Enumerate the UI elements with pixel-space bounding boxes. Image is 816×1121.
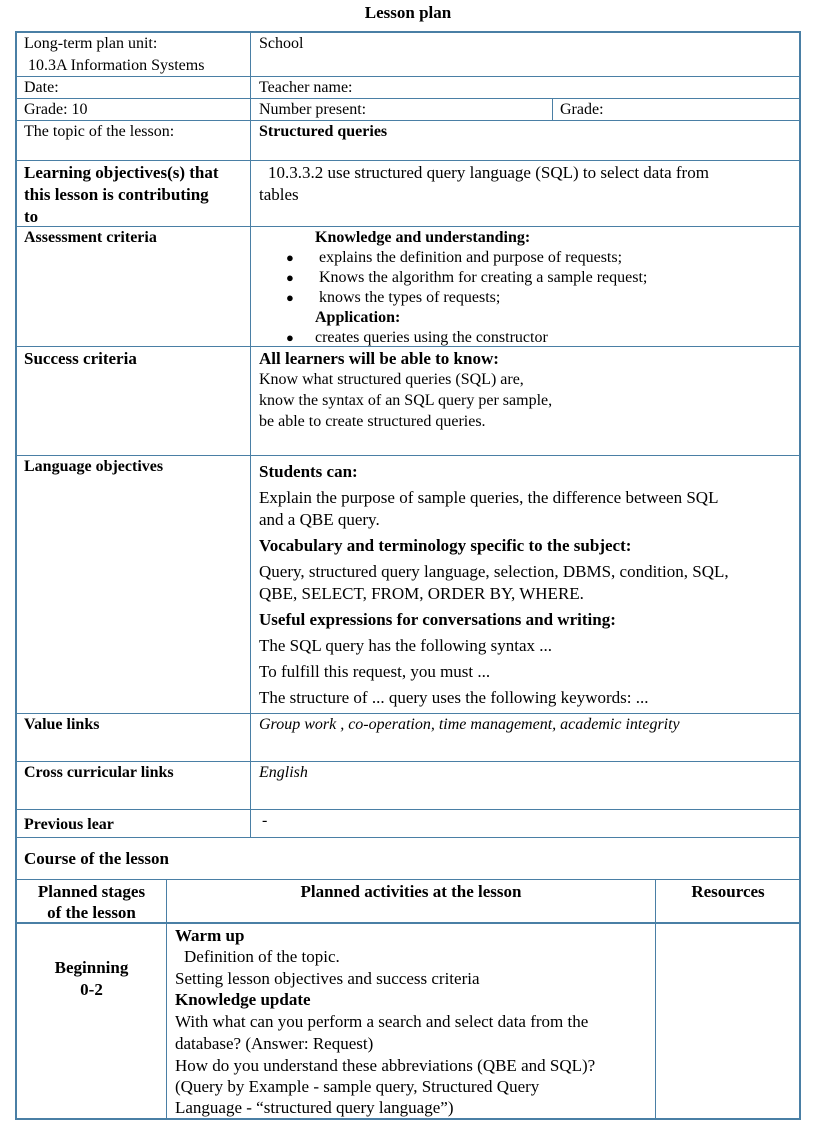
beginning-time: 0-2 [80,980,103,999]
vocab-heading: Vocabulary and terminology specific to the subject: [259,536,632,555]
students-text: and a QBE query. [259,510,380,529]
page-title: Lesson plan [364,3,452,22]
bullet-icon: ● [286,270,294,285]
update-line: Language - “structured query language”) [175,1098,454,1117]
cross-links-label: Cross curricular links [24,764,174,781]
useful-heading: Useful expressions for conversations and writing: [259,610,616,629]
row-divider [16,160,800,161]
update-line: database? (Answer: Request) [175,1034,374,1053]
update-line: With what can you perform a search and select data from the [175,1012,589,1031]
number-present-label: Number present: [259,101,367,118]
grade-label: Grade: 10 [24,101,88,118]
assessment-label: Assessment criteria [24,229,157,246]
students-text: Explain the purpose of sample queries, the difference between SQL [259,488,719,507]
update-heading: Knowledge update [175,990,311,1009]
students-heading: Students can: [259,462,358,481]
update-line: (Query by Example - sample query, Structured Query [175,1077,540,1096]
column-divider [552,98,553,121]
col-stages-header: of the lesson [47,903,136,922]
row-divider [16,837,800,838]
learning-objectives-label: Learning objectives(s) that [24,163,219,182]
useful-line: The structure of ... query uses the following keywords: ... [259,688,649,707]
row-divider [16,713,800,714]
success-line: Know what structured queries (SQL) are, [259,371,524,388]
course-heading: Course of the lesson [24,849,169,868]
warmup-line: Definition of the topic. [184,947,340,966]
previous-label: Previous lear [24,816,114,833]
success-heading: All learners will be able to know: [259,349,499,368]
column-divider [655,879,656,1119]
bullet-icon: ● [286,290,294,305]
value-links-label: Value links [24,716,100,733]
ku-item: Knows the algorithm for creating a sample request; [319,269,648,286]
col-activities-header: Planned activities at the lesson [300,882,522,901]
row-divider [16,809,800,810]
row-divider [16,879,800,880]
row-divider [16,761,800,762]
ku-item: knows the types of requests; [319,289,501,306]
topic-label: The topic of the lesson: [24,123,175,140]
ku-item: explains the definition and purpose of requests; [319,249,623,266]
success-label: Success criteria [24,349,137,368]
row-divider [16,76,800,77]
ku-heading: Knowledge and understanding: [315,229,531,246]
learning-objectives-value: 10.3.3.2 use structured query language (SQL) to select data from [268,163,709,182]
application-heading: Application: [315,309,401,326]
update-line: How do you understand these abbreviations (QBE and SQL)? [175,1056,596,1075]
value-links-value: Group work , co-operation, time management, academic integrity [259,716,680,733]
cross-links-value: English [259,764,308,781]
bullet-icon: ● [286,250,294,265]
useful-line: To fulfill this request, you must ... [259,662,491,681]
learning-objectives-label: to [24,207,39,226]
useful-line: The SQL query has the following syntax ... [259,636,553,655]
warmup-heading: Warm up [175,926,245,945]
row-divider [16,120,800,121]
language-label: Language objectives [24,458,164,475]
bullet-icon: ● [286,330,294,345]
unit-label: Long-term plan unit: [24,35,158,52]
row-divider [16,226,800,227]
date-label: Date: [24,79,59,96]
grade-right-label: Grade: [560,101,604,118]
teacher-label: Teacher name: [259,79,353,96]
learning-objectives-value: tables [259,185,299,204]
school-label: School [259,35,304,52]
column-divider [166,879,167,1119]
column-divider [250,32,251,838]
vocab-text: QBE, SELECT, FROM, ORDER BY, WHERE. [259,584,584,603]
col-resources-header: Resources [691,882,765,901]
vocab-text: Query, structured query language, selection, DBMS, condition, SQL, [259,562,729,581]
learning-objectives-label: this lesson is contributing [24,185,209,204]
application-item: creates queries using the constructor [315,329,548,346]
success-line: know the syntax of an SQL query per sample, [259,392,553,409]
row-divider [16,455,800,456]
col-stages-header: Planned stages [37,882,146,901]
row-divider [16,98,800,99]
success-line: be able to create structured queries. [259,413,486,430]
topic-value: Structured queries [259,123,388,140]
previous-value: - [262,812,268,829]
warmup-line: Setting lesson objectives and success criteria [175,969,480,988]
beginning-label: Beginning [54,958,129,977]
unit-value: 10.3A Information Systems [28,57,205,74]
